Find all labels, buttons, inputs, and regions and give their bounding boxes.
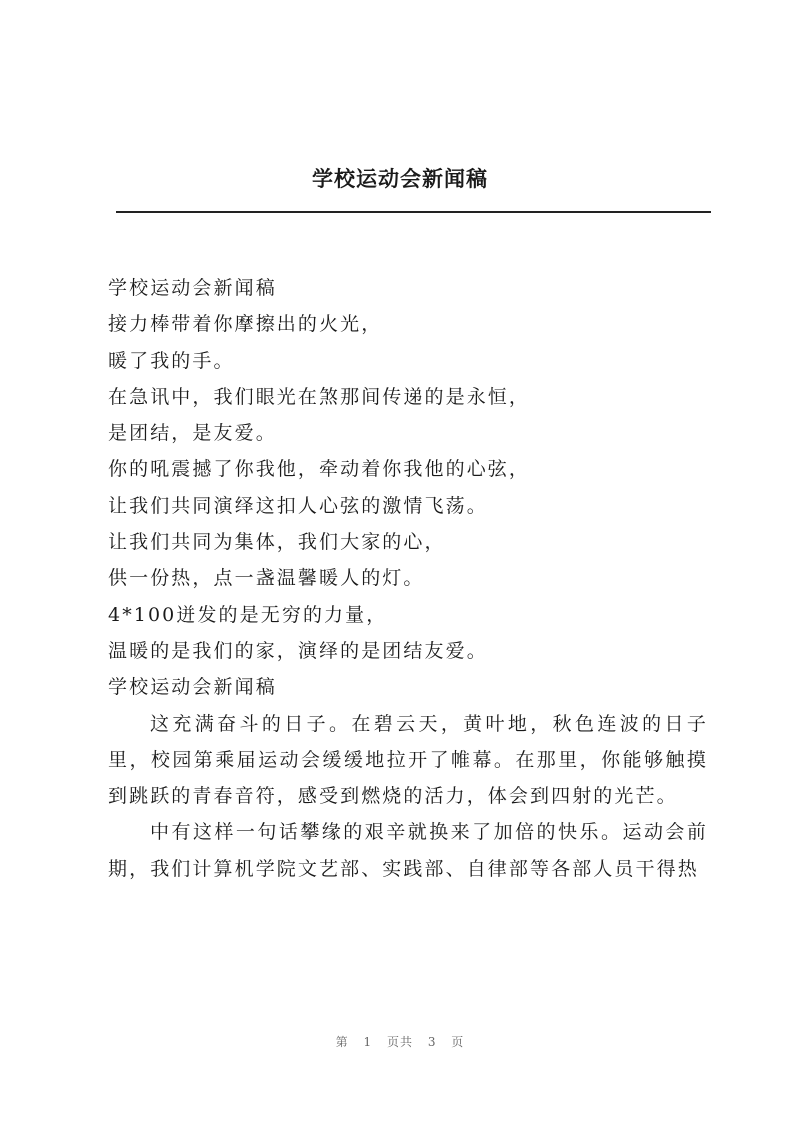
text-line: 是团结，是友爱。: [108, 422, 277, 445]
section-heading: 学校运动会新闻稿: [108, 676, 277, 699]
page-footer: [0, 1033, 800, 1050]
text-line: 供一份热，点一盏温馨暖人的灯。: [108, 567, 425, 590]
text-line: 你的吼震撼了你我他，牵动着你我他的心弦，: [108, 458, 531, 481]
footer-total-pages: 3: [427, 1035, 437, 1049]
text-line: 让我们共同为集体，我们大家的心，: [108, 531, 446, 554]
text-line: 让我们共同演绎这扣人心弦的激情飞荡。: [108, 494, 488, 517]
footer-label-page: 第: [335, 1035, 349, 1049]
footer-current-page: 1: [363, 1035, 373, 1049]
text-line: 接力棒带着你摩擦出的火光，: [108, 313, 383, 336]
text-line: 温暖的是我们的家，演绎的是团结友爱。: [108, 639, 488, 662]
text-line: 暖了我的手。: [108, 349, 235, 372]
footer-label-pages: 页: [451, 1035, 465, 1049]
text-line: 在急讯中，我们眼光在煞那间传递的是永恒，: [108, 385, 531, 408]
page-title: 学校运动会新闻稿: [312, 167, 488, 191]
text-line: 学校运动会新闻稿: [108, 277, 277, 299]
body-paragraph: 中有这样一句话攀缘的艰辛就换来了加倍的快乐。运动会前期，我们计算机学院文艺部、实践部、自律部等各部人员干得热: [108, 821, 708, 880]
body-paragraph: 这充满奋斗的日子。在碧云天，黄叶地，秋色连波的日子里，校园第乘届运动会缓缓地拉开了帷幕。在那里，你能够触摸到跳跃的青春音符，感受到燃烧的活力，体会到四射的光芒。: [108, 712, 708, 808]
footer-label-of: 页共: [386, 1035, 413, 1049]
text-line: 4*100迸发的是无穷的力量，: [108, 603, 388, 626]
title-divider: [116, 211, 711, 213]
document-body: [108, 270, 708, 887]
